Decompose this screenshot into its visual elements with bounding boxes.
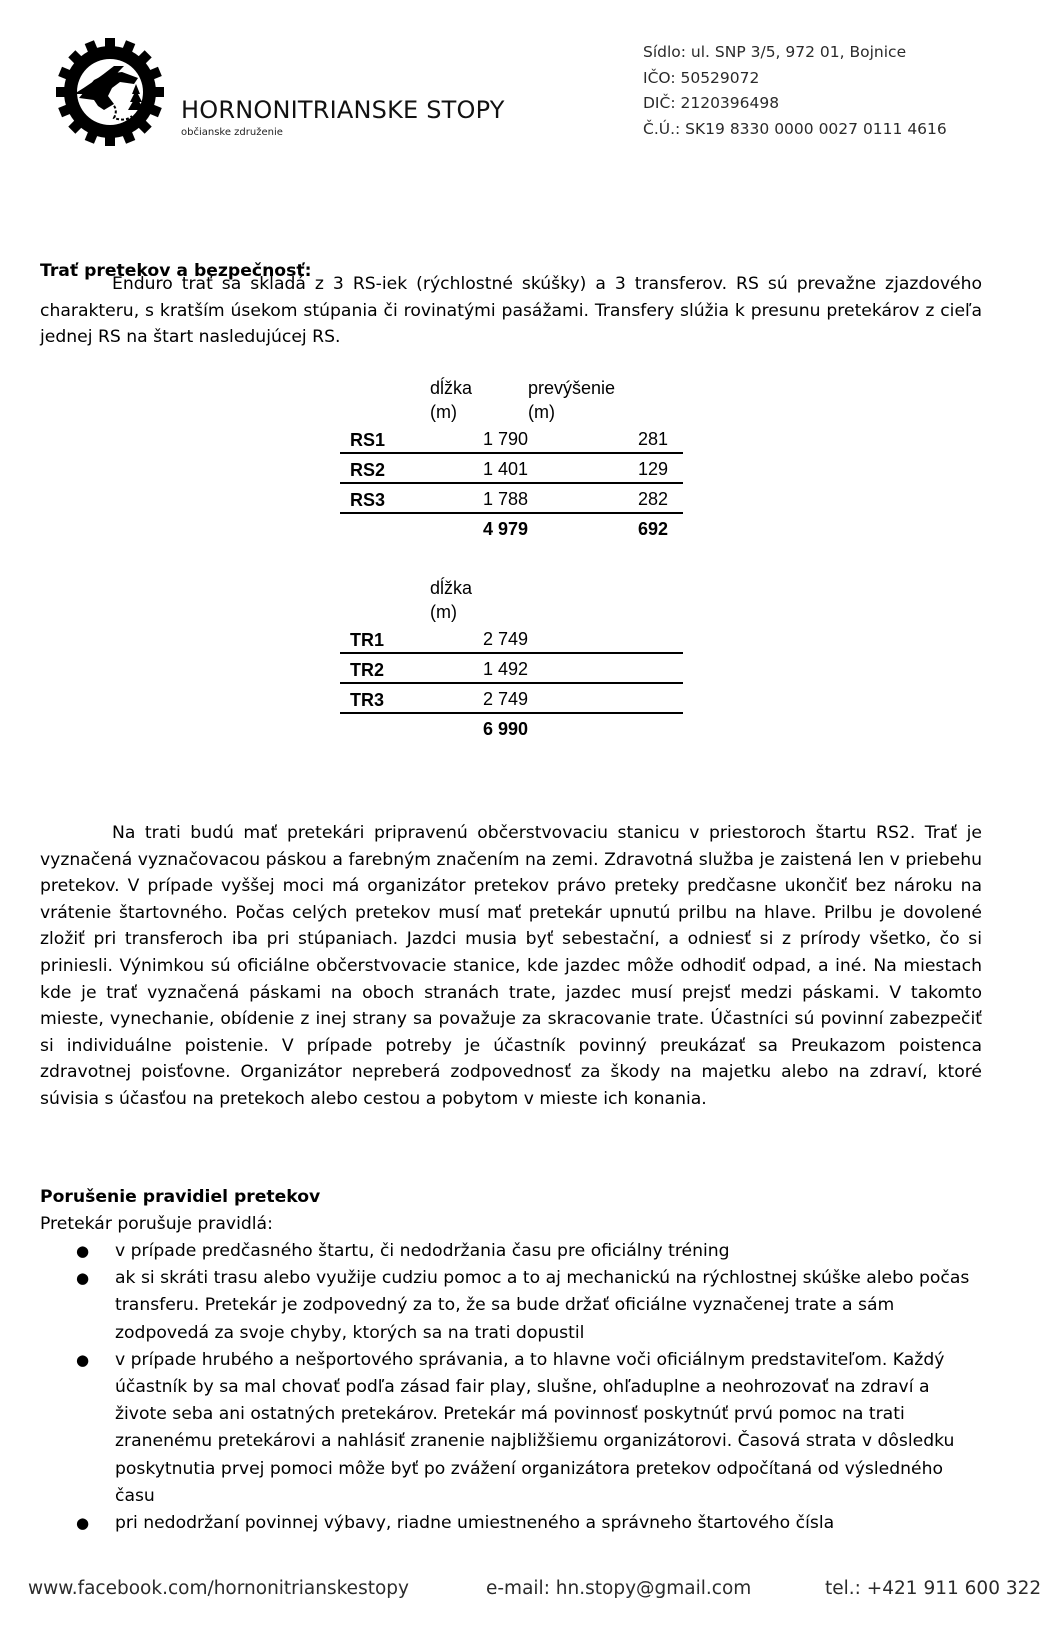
row-elevation: 281 [637,429,668,449]
row-elevation: 129 [637,459,668,479]
contact-dic: DIČ: 2120396498 [643,94,780,112]
footer [0,1578,1056,1608]
list-item [40,1238,985,1265]
footer-facebook-link[interactable]: www.facebook.com/hornonitrianskestopy [28,1578,409,1599]
col-header-elevation: prevýšenie (m) [528,378,616,422]
footer-phone: tel.: +421 911 600 322 [825,1578,1042,1599]
list-item-text: v prípade hrubého a nešportového správania, a to hlavne voči oficiálnym predstaviteľom. Každý účastník by sa mal chovať podľa zásad fair play, slušne, ohľaduplne a neohrozovať na zdraví a živote seba ani ostatných pretekárov. Pretekár má povinnosť poskytnúť prvú pomoc na trati zranenému pretekárovi a nahlásiť zranenie najbližšiemu organizátorovi. Časová strata v dôsledku poskytnutia prvej pomoci môže byť po zvážení organizátora pretekov odpočítaná od výsledného času [115,1349,955,1506]
violations-intro: Pretekár porušuje pravidlá: [40,1214,273,1234]
table-row [340,424,683,454]
row-elevation: 282 [637,489,668,509]
row-label: TR3 [350,690,385,710]
table-row [340,484,683,514]
bullet-icon: ● [76,1269,90,1288]
footer-email[interactable]: e-mail: hn.stopy@gmail.com [486,1578,752,1599]
row-label: RS1 [350,430,386,450]
organization-name: HORNONITRIANSKE STOPY [181,96,505,124]
gear-mountain-logo-icon [54,36,166,148]
list-item-text: v prípade predčasného štartu, či nedodržania času pre oficiálny tréning [115,1241,730,1261]
section-heading-violations: Porušenie pravidiel pretekov [40,1187,321,1207]
table-row [340,654,683,684]
row-label: RS3 [350,490,386,510]
bullet-icon: ● [76,1242,90,1260]
row-label: RS2 [350,460,386,480]
list-item [40,1265,985,1347]
list-item [40,1347,985,1510]
contact-block [643,40,947,142]
contact-ico: IČO: 50529072 [643,68,760,87]
row-length: 2 749 [482,689,528,709]
organization-subtitle: občianske združenie [181,127,283,138]
table-row [340,454,683,484]
section-heading-track: Trať pretekov a bezpečnosť: [40,261,312,281]
bullet-icon: ● [76,1350,90,1369]
paragraph-race-rules: Na trati budú mať pretekári pripravenú občerstvovaciu stanicu v priestoroch štartu RS2. Trať je vyznačená vyznačovacou páskou a farebným značením na zemi. Zdravotná služba je zaistená len v priebehu pretekov. V prípade vyššej moci má organizátor pretekov právo preteky predčasne ukončiť bez nároku na vrátenie štartovného. Počas celých pretekov musí mať pretekár upnutú prilbu na hlave. Prilbu je dovolené zložiť pri transferoch iba pri stúpaniach. Jazdci musia byť sebestační, a odniesť si z prírody všetko, čo si priniesli. Výnimkou sú oficiálne občerstvovacie stanice, kde jazdec môže odhodiť odpad, a iné. Na miestach kde je trať vyznačená páskami na oboch stranách trate, jazdec musí prejsť medzi páskami. V takomto mieste, vynechanie, obídenie z inej strany sa považuje za skracovanie trate. Účastníci sú povinní zabezpečiť si individuálne poistenie. V prípade potreby je účastník povinný preukázať sa Preukazom poistenca zdravotnej poisťovne. Organizátor nepreberá zodpovednosť za škody na majetku alebo na zdraví, ktoré súvisia s účasťou na pretekoch alebo cestou a pobytom v mieste ich konania. [40,823,982,1109]
paragraph-track-intro: Enduro trať sa skladá z 3 RS-iek (rýchlostné skúšky) a 3 transferov. RS sú prevažne zjazdového charakteru, s kratším úsekom stúpania či rovinatými pasážami. Transfery slúžia k presunu pretekárov z cieľa jednej RS na štart nasledujúcej RS. [40,274,982,348]
row-length: 1 401 [482,459,528,479]
contact-address: Sídlo: ul. SNP 3/5, 972 01, Bojnice [643,43,907,61]
list-item [40,1510,985,1537]
row-length: 1 790 [482,429,528,449]
row-length: 1 788 [482,489,528,509]
row-length: 1 492 [482,659,528,679]
row-label: TR2 [350,660,385,680]
table-row [340,684,683,714]
list-item-text: ak si skráti trasu alebo využije cudziu pomoc a to aj mechanickú na rýchlostnej skúške alebo počas transferu. Pretekár je zodpovedný za to, že sa bude držať oficiálne vyznačenej trate a sám zodpovedá za svoje chyby, ktorých sa na trati dopustil [115,1268,970,1343]
row-label: TR1 [350,630,385,650]
table-total-row [340,714,683,744]
col-header-length: dĺžka (m) [430,378,473,422]
bullet-icon: ● [76,1514,90,1533]
total-length: 6 990 [482,719,528,739]
list-item-text: pri nedodržaní povinnej výbavy, riadne umiestneného a správneho štartového čísla [115,1513,835,1534]
contact-account: Č.Ú.: SK19 8330 0000 0027 0111 4616 [643,119,947,138]
table-total-row [340,514,683,544]
violations-list [40,1238,1000,1537]
col-header-length: dĺžka (m) [430,578,473,622]
row-length: 2 749 [482,629,528,649]
total-elevation: 692 [637,519,668,539]
table-row [340,624,683,654]
total-length: 4 979 [482,519,528,539]
